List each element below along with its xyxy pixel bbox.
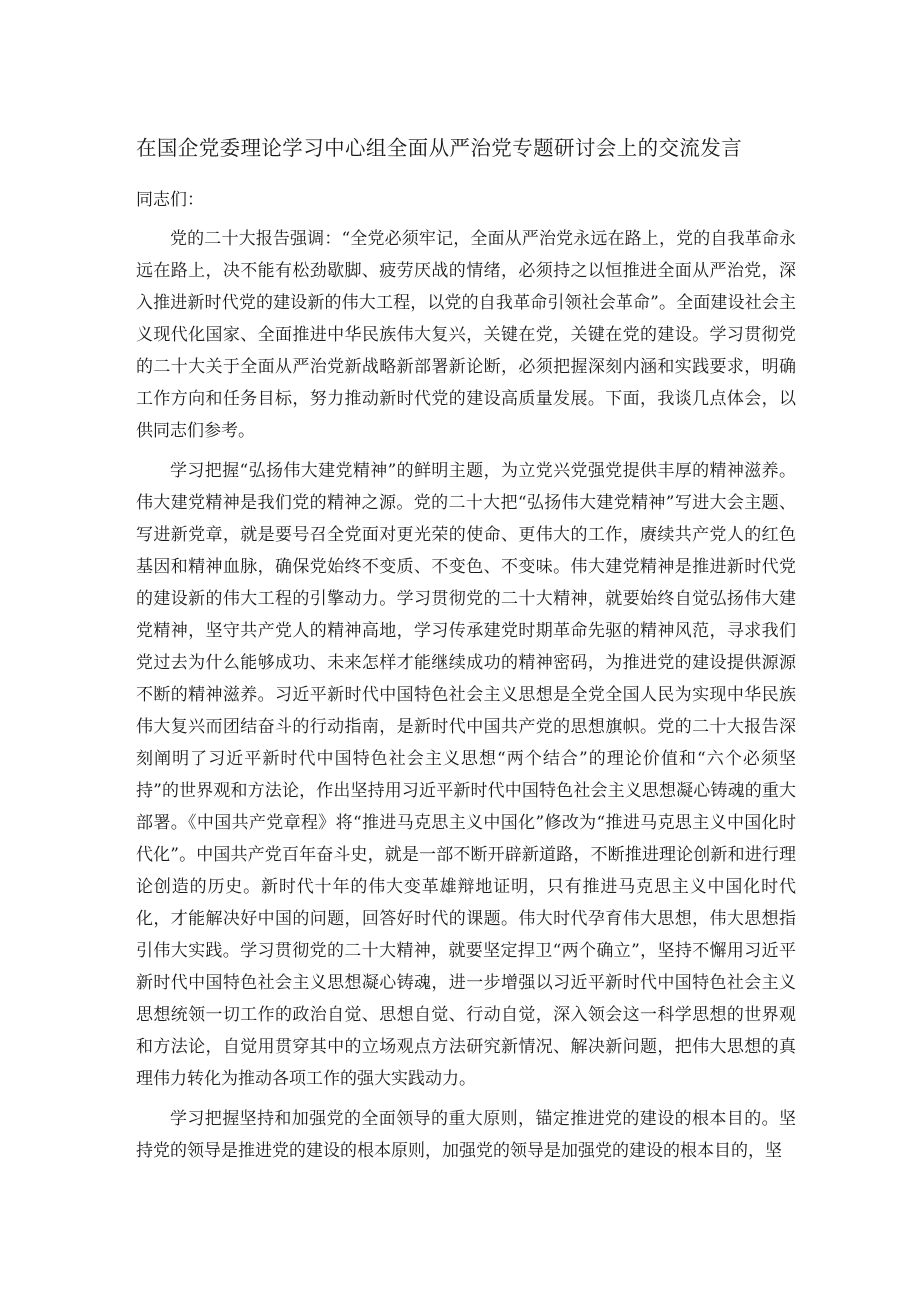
paragraph-intro: 党的二十大报告强调：“全党必须牢记，全面从严治党永远在路上，党的自我革命永远在路上，决不能有松劲歇脚、疲劳厌战的情绪，必须持之以恒推进全面从严治党，深入推进新时代党的建设新的伟大工程，以党的自我革命引领社会革命”。全面建设社会主义现代化国家、全面推进中华民族伟大复兴，关键在党，关键在党的建设。学习贯彻党的二十大关于全面从严治党新战略新部署新论断，必须把握深刻内涵和实践要求，明确工作方向和任务目标，努力推动新时代党的建设高质量发展。下面，我谈几点体会，以供同志们参考。 bbox=[136, 229, 796, 441]
document-title: 在国企党委理论学习中心组全面从严治党专题研讨会上的交流发言 bbox=[136, 136, 743, 160]
document-body bbox=[136, 184, 796, 1175]
salutation: 同志们： bbox=[136, 190, 204, 210]
paragraph-party-spirit: 学习把握“弘扬伟大建党精神”的鲜明主题，为立党兴党强党提供丰厚的精神滋养。伟大建党精神是我们党的精神之源。党的二十大把“弘扬伟大建党精神”写进大会主题、写进新党章，就是要号召全党面对更光荣的使命、更伟大的工作，赓续共产党人的红色基因和精神血脉，确保党始终不变质、不变色、不变味。伟大建党精神是推进新时代党的建设新的伟大工程的引擎动力。学习贯彻党的二十大精神，就要始终自觉弘扬伟大建党精神，坚守共产党人的精神高地，学习传承建党时期革命先驱的精神风范，寻求我们党过去为什么能够成功、未来怎样才能继续成功的精神密码，为推进党的建设提供源源不断的精神滋养。习近平新时代中国特色社会主义思想是全党全国人民为实现中华民族伟大复兴而团结奋斗的行动指南，是新时代中国共产党的思想旗帜。党的二十大报告深刻阐明了习近平新时代中国特色社会主义思想“两个结合”的理论价值和“六个必须坚持”的世界观和方法论，作出坚持用习近平新时代中国特色社会主义思想凝心铸魂的重大部署。《中国共产党章程》将“推进马克思主义中国化”修改为“推进马克思主义中国化时代化”。中国共产党百年奋斗史，就是一部不断开辟新道路，不断推进理论创新和进行理论创造的历史。新时代十年的伟大变革雄辩地证明，只有推进马克思主义中国化时代化，才能解决好中国的问题，回答好时代的课题。伟大时代孕育伟大思想，伟大思想指引伟大实践。学习贯彻党的二十大精神，就要坚定捍卫“两个确立”，坚持不懈用习近平新时代中国特色社会主义思想凝心铸魂，进一步增强以习近平新时代中国特色社会主义思想统领一切工作的政治自觉、思想自觉、行动自觉，深入领会这一科学思想的世界观和方法论，自觉用贯穿其中的立场观点方法研究新情况、解决新问题，把伟大思想的真理伟力转化为推动各项工作的强大实践动力。 bbox=[136, 461, 796, 1089]
paragraph-party-leadership: 学习把握坚持和加强党的全面领导的重大原则，锚定推进党的建设的根本目的。坚持党的领导是推进党的建设的根本原则，加强党的领导是加强党的建设的根本目的，坚 bbox=[136, 1109, 796, 1161]
